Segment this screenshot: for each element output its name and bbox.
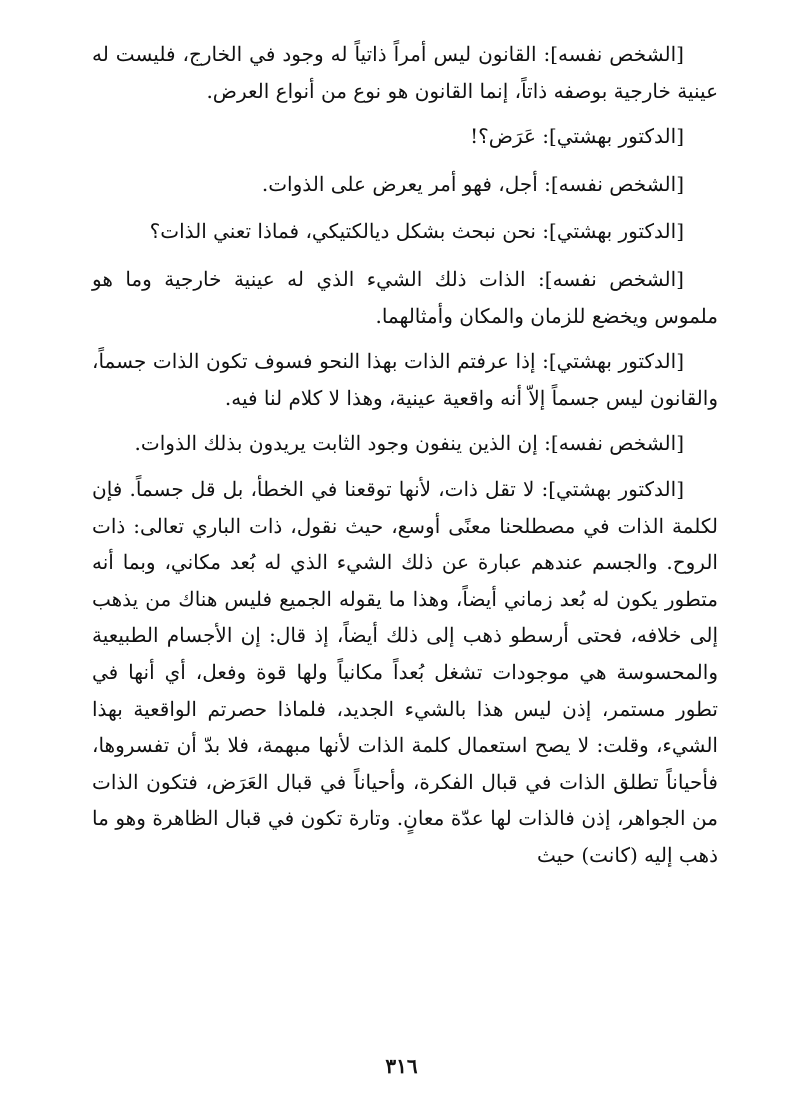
paragraph-8: [الدكتور بهشتي]: لا تقل ذات، لأنها توقعنا في الخطأ، بل قل جسماً. فإن لكلمة الذات في مصطلحنا معنًى أوسع، حيث نقول، ذات الباري تعالى: ذات الروح. والجسم عندهم عبارة عن ذلك الشيء الذي له بُعد مكاني، وبما أنه متطور يكون له بُعد زماني أيضاً، وهذا ما يقوله الجميع فليس هناك من يذهب إلى خلافه، فحتى أرسطو ذهب إلى ذلك أيضاً، إذ قال: إن الأجسام الطبيعية والمحسوسة هي موجودات تشغل بُعداً مكانياً ولها قوة وفعل، أي أنها في تطور مستمر، إذن ليس هذا بالشيء الجديد، فلماذا حصرتم الواقعية بهذا الشيء، وقلت: لا يصح استعمال كلمة الذات لأنها مبهمة، فلا بدّ أن تفسروها، فأحياناً تطلق الذات في قبال الفكرة، وأحياناً في قبال العَرَض، فتكون الذات من الجواهر، إذن فالذات لها عدّة معانٍ. وتارة تكون في قبال الظاهرة وهو ما ذهب إليه (كانت) حيث bbox=[92, 476, 718, 867]
paragraph-7: [الشخص نفسه]: إن الذين ينفون وجود الثابت يريدون بذلك الذوات. bbox=[134, 431, 684, 456]
paragraph-4: [الدكتور بهشتي]: نحن نبحث بشكل ديالكتيكي، فماذا تعني الذات؟ bbox=[149, 219, 684, 244]
paragraph-2: [الدكتور بهشتي]: عَرَض؟! bbox=[470, 124, 684, 149]
paragraph-6: [الدكتور بهشتي]: إذا عرفتم الذات بهذا النحو فسوف تكون الذات جسماً، والقانون ليس جسماً إلاّ أنه واقعية عينية، وهذا لا كلام لنا فيه. bbox=[92, 349, 718, 410]
page-number: ٣١٦ bbox=[385, 1054, 418, 1078]
paragraph-3: [الشخص نفسه]: أجل، فهو أمر يعرض على الذوات. bbox=[261, 171, 684, 196]
paragraph-1: [الشخص نفسه]: القانون ليس أمراً ذاتياً له وجود في الخارج، فليست له عينية خارجية بوصفه ذاتاً، إنما القانون هو نوع من أنواع العرض. bbox=[92, 42, 718, 103]
page-body bbox=[92, 36, 718, 882]
paragraph-5: [الشخص نفسه]: الذات ذلك الشيء الذي له عينية خارجية وما هو ملموس ويخضع للزمان والمكان وأمثالهما. bbox=[92, 266, 718, 328]
